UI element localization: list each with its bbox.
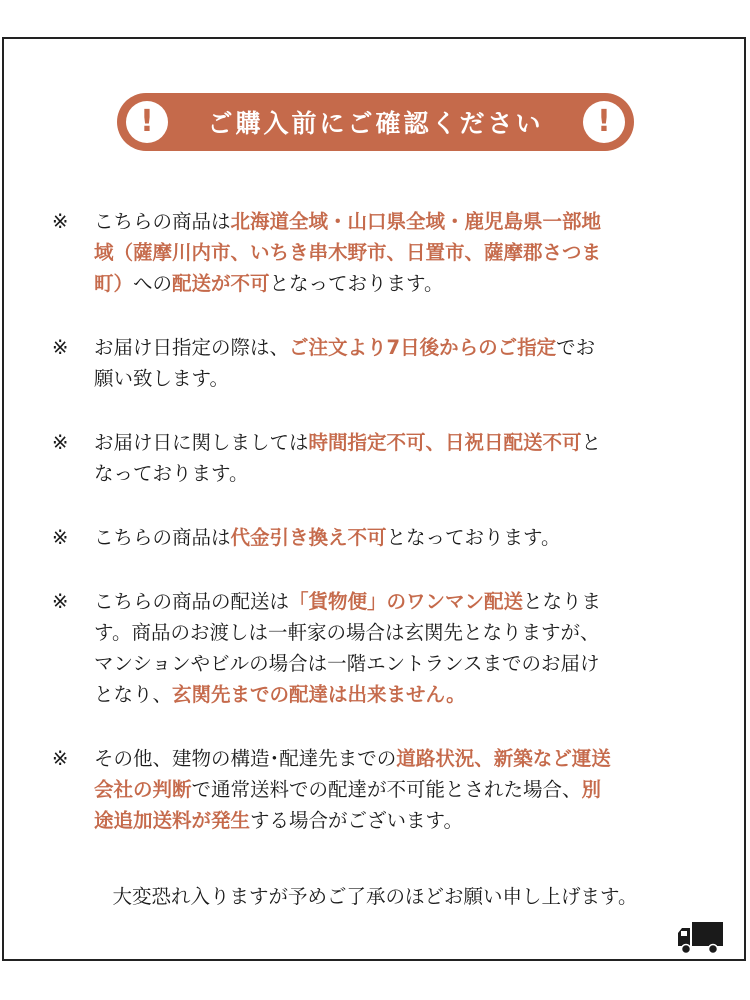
note-mark: ※ — [52, 431, 69, 454]
note-mark: ※ — [52, 526, 69, 549]
note-item — [52, 427, 692, 489]
note-text — [94, 743, 692, 836]
note-mark: ※ — [52, 210, 69, 233]
closing-message: 大変恐れ入りますが予めご了承のほどお願い申し上げます。 — [112, 885, 638, 908]
note-segment: その他、建物の構造･配達先までの — [94, 747, 397, 770]
notice-banner — [117, 93, 634, 151]
note-highlight: ご注文より7日後からのご指定 — [289, 336, 557, 359]
note-text — [94, 332, 692, 394]
exclamation-icon: ! — [126, 101, 168, 143]
exclamation-icon: ! — [583, 101, 625, 143]
note-item — [52, 522, 692, 553]
note-highlight: 道路状況、新築など運送 会社の判断 — [94, 747, 611, 801]
note-text — [94, 586, 692, 710]
note-mark: ※ — [52, 590, 69, 613]
note-segment: こちらの商品は — [94, 526, 231, 549]
note-segment: する場合がございます。 — [250, 809, 463, 832]
note-highlight: 玄関先までの配達は出来ません。 — [172, 683, 466, 706]
note-segment: こちらの商品は — [94, 210, 231, 233]
note-text — [94, 427, 692, 489]
note-highlight: 別 途追加送料が発生 — [94, 778, 602, 832]
note-segment: となりま す。商品のお渡しは一軒家の場合は玄関先となりますが、 マンションやビルの場合は一階エントランスまでのお届け となり、 — [94, 590, 602, 706]
note-highlight: 北海道全域・山口県全域・鹿児島県一部地 域（薩摩川内市、いちき串木野市、日置市、薩摩郡さつま 町） — [94, 210, 602, 295]
note-highlight: 「貨物便」のワンマン配送 — [289, 590, 524, 613]
note-segment: への — [133, 272, 173, 295]
note-item — [52, 332, 692, 394]
note-item — [52, 206, 692, 299]
note-text — [94, 522, 692, 553]
note-segment: となっております。 — [386, 526, 561, 549]
note-item — [52, 586, 692, 710]
note-segment: でお 願い致します。 — [94, 336, 596, 390]
note-text — [94, 206, 692, 299]
note-segment: お届け日に関しましては — [94, 431, 309, 454]
note-segment: お届け日指定の際は、 — [94, 336, 290, 359]
note-highlight: 代金引き換え不可 — [230, 526, 387, 549]
note-item — [52, 743, 692, 836]
note-segment: と なっております。 — [94, 431, 602, 485]
note-segment: で通常送料での配達が不可能とされた場合、 — [191, 778, 582, 801]
note-highlight: 時間指定不可、日祝日配送不可 — [308, 431, 582, 454]
banner-title: ご購入前にご確認ください — [207, 109, 544, 138]
note-segment: こちらの商品の配送は — [94, 590, 290, 613]
note-segment: となっております。 — [269, 272, 444, 295]
note-mark: ※ — [52, 747, 69, 770]
note-highlight: 配送が不可 — [172, 272, 270, 295]
truck-icon — [677, 920, 725, 956]
notes-list — [52, 206, 692, 869]
note-mark: ※ — [52, 336, 69, 359]
